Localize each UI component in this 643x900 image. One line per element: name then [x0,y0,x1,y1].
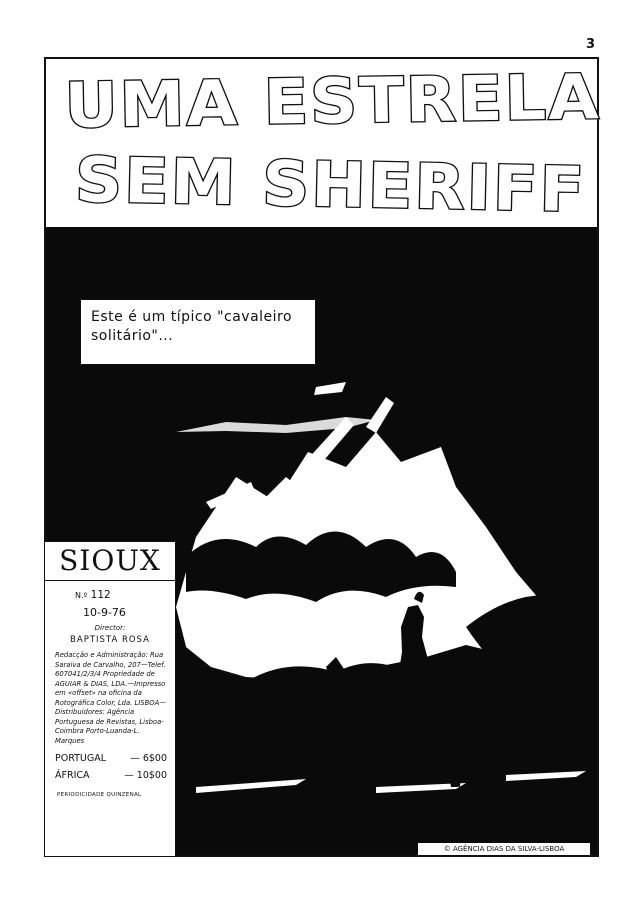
story-title-line-1: UMA ESTRELA [64,60,602,142]
periodicity: PERIODICIDADE QUINZENAL [57,792,142,798]
magazine-name: SIOUX [45,542,175,581]
magazine-info-panel [44,541,176,857]
issue-date: 10-9-76 [83,606,126,619]
price-row-africa [55,770,167,781]
price-value: — 10$00 [124,770,167,781]
comic-page-frame [44,57,602,857]
title-panel [46,59,602,227]
director-label: Director: [94,624,126,632]
page-number: 3 [585,37,595,52]
right-hill [466,595,597,747]
issue-label: N.º [75,591,88,600]
issue-line [75,589,175,601]
price-region: PORTUGAL [55,753,107,764]
price-region: ÁFRICA [55,770,90,781]
price-value: — 6$00 [130,753,167,764]
issue-number: 112 [90,589,111,601]
publisher-small-print: Redacção e Administração: Rua Saraiva de Carvalho, 207—Telef. 607041/2/3/4 Propriedade de AGUIAR & DIAS, LDA.—Impresso em «offset» na oficina da Rotográfica Color, Lda. LISBOA—Distribuidores: Agência Portuguesa de Revistas, Lisboa-Coimbra Porto-Luanda-L. Marques [55,651,167,745]
price-row-portugal [55,753,167,764]
caption-box: Este é um típico "cavaleiro solitário"... [80,299,316,365]
director-name: BAPTISTA ROSA [70,635,150,645]
copyright-credit: © AGÊNCIA DIAS DA SILVA-LISBOA [418,843,590,855]
ground-ridge [176,752,597,855]
story-title-line-2: SEM SHERIFF [74,143,587,227]
